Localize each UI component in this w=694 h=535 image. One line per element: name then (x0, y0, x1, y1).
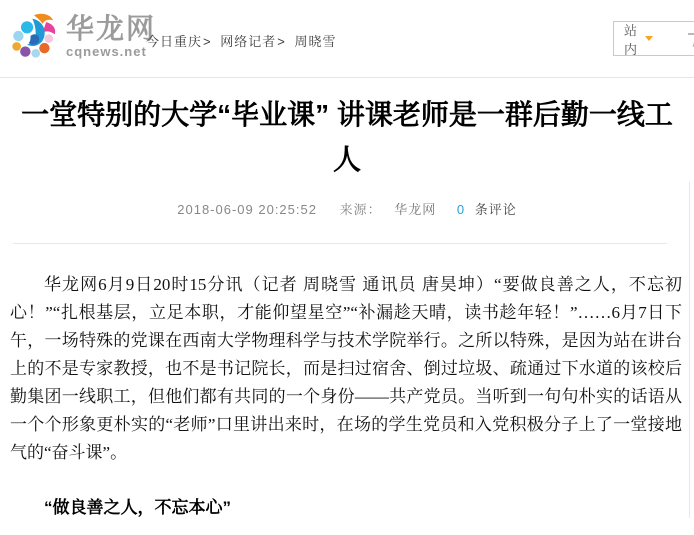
meta-divider (13, 243, 667, 244)
clipped-text-fragment (688, 33, 694, 45)
search-box (613, 21, 694, 56)
chevron-down-icon (645, 36, 653, 41)
site-header (0, 0, 694, 78)
breadcrumb-separator: > (203, 34, 212, 49)
dragon-logo-icon (8, 10, 60, 62)
article (0, 92, 694, 518)
logo-domain: cqnews.net (66, 43, 147, 59)
breadcrumb (146, 31, 336, 50)
breadcrumb-item-channel[interactable]: 今日重庆 (146, 34, 203, 49)
logo-site-name: 华龙网 (66, 12, 157, 44)
breadcrumb-separator: > (277, 34, 286, 49)
site-logo[interactable] (8, 10, 156, 62)
search-scope-label: 站内 (624, 22, 639, 57)
section-subheading: “做良善之人，不忘本心” (44, 498, 231, 517)
article-datetime: 2018-06-09 20:25:52 (177, 202, 317, 217)
source-name: 华龙网 (394, 202, 437, 217)
content-right-border (689, 182, 690, 518)
comment-count-label[interactable]: 条评论 (474, 202, 517, 217)
breadcrumb-item-section[interactable]: 网络记者 (220, 34, 277, 49)
body-paragraph: 华龙网6月9日20时15分讯（记者 周晓雪 通讯员 唐昊坤）“要做良善之人，不忘初心！”“扎根基层，立足本职，才能仰望星空”“补漏趁天晴，读书趁年轻！”……6月7日下午，一场特殊的党课在西南大学物理科学与技术学院举行。之所以特殊，是因为站在讲台上的不是专家教授，也不是书记院长，而是扫过宿舍、倒过垃圾、疏通过下水道的该校后勤集团一线职工，但他们都有共同的一个身份——共产党员。当听到一句句朴实的话语从一个个形象更朴实的“老师”口里讲出来时，在场的学生党员和入党积极分子上了一堂接地气的“奋斗课”。 (10, 275, 682, 462)
article-meta (0, 199, 694, 218)
logo-text (66, 12, 157, 59)
article-body (10, 271, 682, 467)
comment-count[interactable]: 0 (456, 202, 466, 217)
search-scope-dropdown[interactable] (614, 22, 661, 55)
article-title: 一堂特别的大学“毕业课” 讲课老师是一群后勤一线工人 (21, 99, 673, 175)
source-label: 来源： (339, 202, 382, 217)
breadcrumb-item-author[interactable]: 周晓雪 (294, 34, 337, 49)
